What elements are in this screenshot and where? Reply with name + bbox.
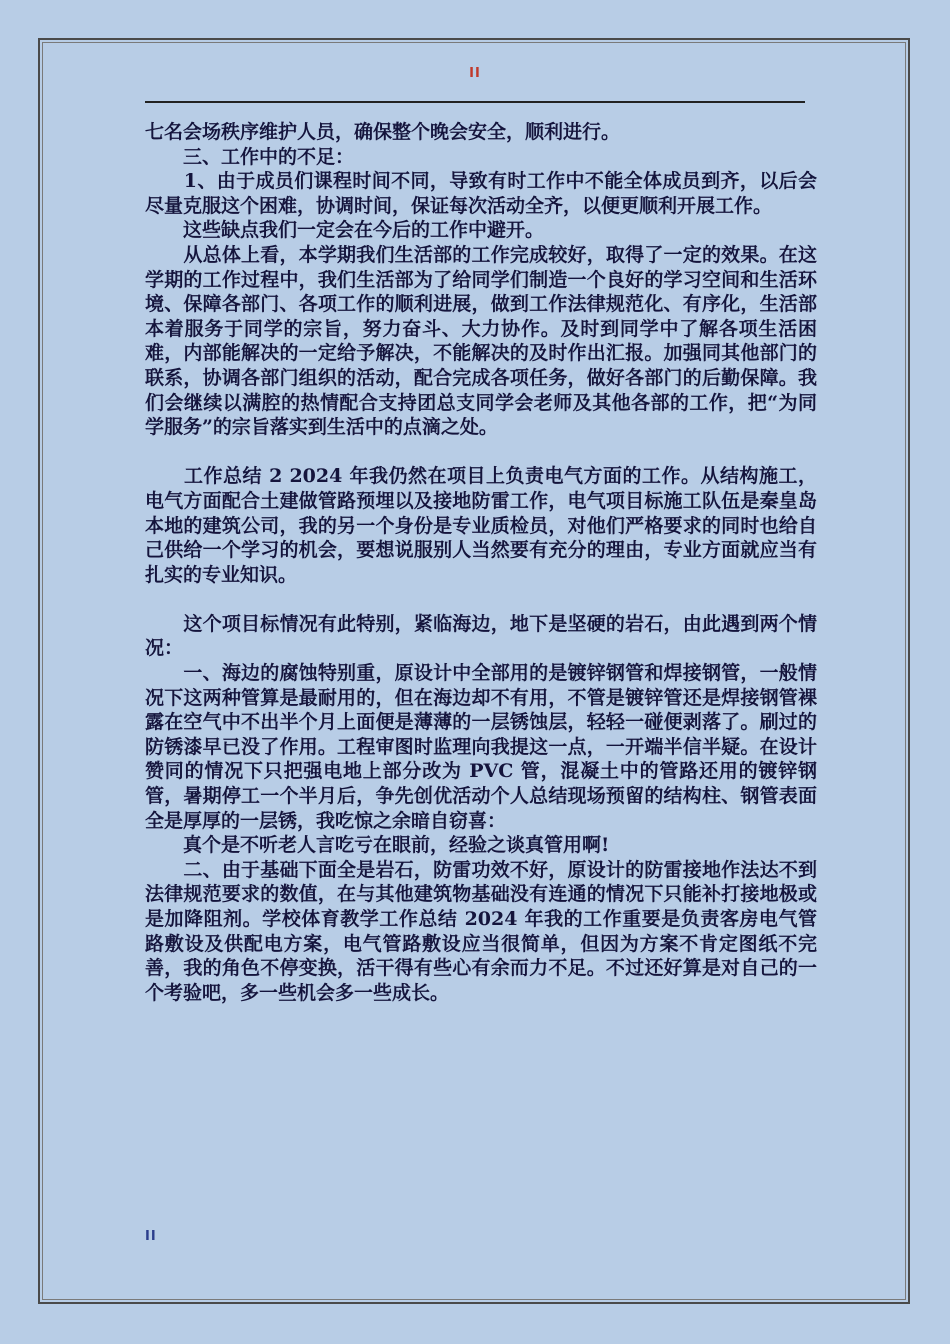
paragraph: 二、由于基础下面全是岩石，防雷功效不好，原设计的防雷接地作法达不到法律规范要求的数值，在与其他建筑物基础没有连通的情况下只能补打接地极或是加降阻剂。学校体育教学工作总结 2024 年我的工作重要是负责客房电气管路敷设及供配电方案，电气管路敷设应当很简单，但因为方案不肯定图纸不完善，我的角色不停变换，活干得有些心有余而力不足。不过还好算是对自己的一个考验吧，多一些机会多一些成长。 [145, 858, 817, 1004]
header-divider [145, 101, 805, 103]
document-body [145, 120, 817, 1005]
footer-page-mark: II [145, 1229, 157, 1244]
paragraph-gap [145, 440, 817, 465]
paragraph: 从总体上看，本学期我们生活部的工作完成较好，取得了一定的效果。在这学期的工作过程中，我们生活部为了给同学们制造一个良好的学习空间和生活环境、保障各部门、各项工作的顺利进展，做到工作法律规范化、有序化，生活部本着服务于同学的宗旨，努力奋斗、大力协作。及时到同学中了解各项生活困难，内部能解决的一定给予解决，不能解决的及时作出汇报。加强同其他部门的联系，协调各部门组织的活动，配合完成各项任务，做好各部门的后勤保障。我们会继续以满腔的热情配合支持团总支同学会老师及其他各部的工作，把“为同学服务”的宗旨落实到生活中的点滴之处。 [145, 243, 817, 439]
paragraph: 一、海边的腐蚀特别重，原设计中全部用的是镀锌钢管和焊接钢管，一般情况下这两种管算是最耐用的，但在海边却不有用，不管是镀锌管还是焊接钢管裸露在空气中不出半个月上面便是薄薄的一层锈蚀层，轻轻一碰便剥落了。刷过的防锈漆早已没了作用。工程审图时监理向我提这一点，一开端半信半疑。在设计赞同的情况下只把强电地上部分改为 PVC 管，混凝土中的管路还用的镀锌钢管，暑期停工一个半月后，争先创优活动个人总结现场预留的结构柱、钢管表面全是厚厚的一层锈，我吃惊之余暗自窃喜： [145, 662, 817, 832]
paragraph: 真个是不听老人言吃亏在眼前，经验之谈真管用啊! [145, 834, 610, 857]
section-heading: 三、工作中的不足： [145, 145, 355, 168]
paragraph: 1、由于成员们课程时间不同，导致有时工作中不能全体成员到齐，以后会尽量克服这个困难，协调时间，保证每次活动全齐，以便更顺利开展工作。 [145, 170, 817, 217]
header-page-mark: II [469, 66, 481, 81]
paragraph: 这些缺点我们一定会在今后的工作中避开。 [145, 219, 545, 242]
paragraph-gap [145, 587, 817, 612]
paragraph: 这个项目标情况有此特别，紧临海边，地下是坚硬的岩石，由此遇到两个情况： [145, 612, 817, 660]
paragraph: 工作总结 2 2024 年我仍然在项目上负责电气方面的工作。从结构施工，电气方面配合土建做管路预埋以及接地防雷工作，电气项目标施工队伍是秦皇岛本地的建筑公司，我的另一个身份是专业质检员，对他们严格要求的同时也给自己供给一个学习的机会，要想说服别人当然要有充分的理由，专业方面就应当有扎实的专业知识。 [145, 465, 817, 586]
paragraph: 七名会场秩序维护人员，确保整个晚会安全，顺利进行。 [145, 121, 621, 143]
